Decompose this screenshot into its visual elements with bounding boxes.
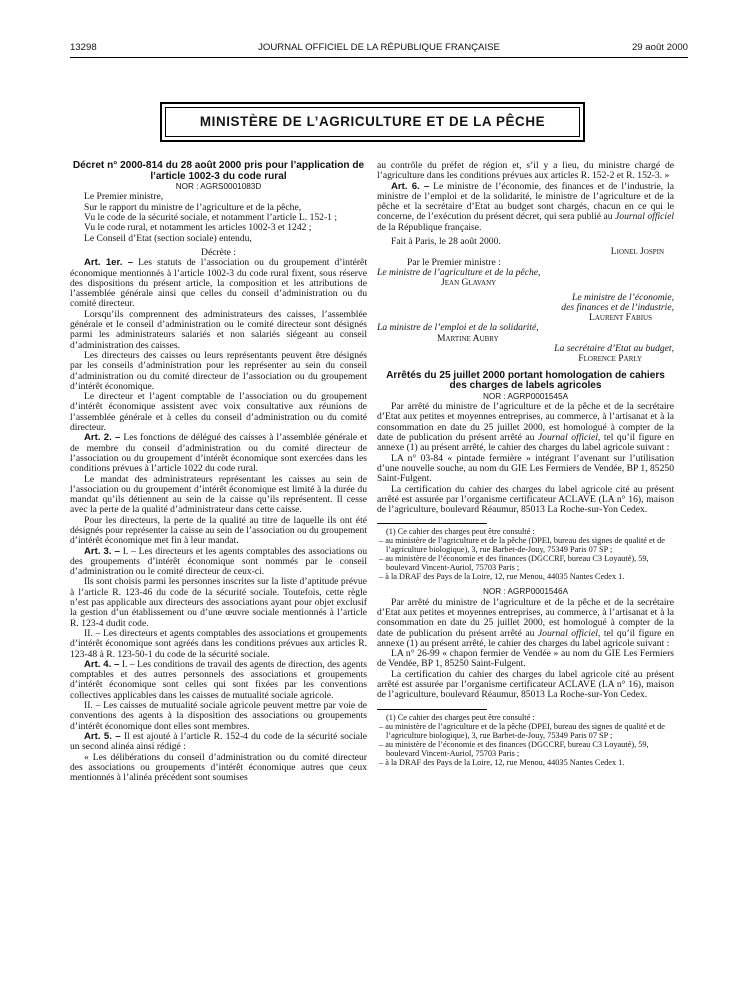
- arrete-paragraph: Par arrêté du ministre de l’agriculture et de la pêche et de la secrétaire d’Etat aux petites et moyennes entreprises, au commerce, à l’artisanat et à la consommation en date du 25 juillet 2000, est homologué à compter de la date de publication du présent arrêté au Journal officiel, tel qu’il figure en annexe (1) au présent arrêté, le cahier des charges du label agricole suivant :: [377, 596, 674, 649]
- preamble-line: Vu le code de la sécurité sociale, et notamment l’article L. 152-1 ;: [84, 212, 338, 224]
- arretes-title: Arrêtés du 25 juillet 2000 portant homologation de cahiers des charges de labels agricoles: [386, 369, 665, 392]
- signatory-name: Martine Aubry: [437, 332, 499, 344]
- article-paragraph: Ils sont choisis parmi les personnes inscrites sur la liste d’aptitude prévue à l’article R. 123-46 du code de la sécurité sociale. Toutefois, cette règle n’est pas applicable aux directeurs des associations ayant pour objet exclusif la gestion d’un établissement ou d’une œuvre sociale mentionnés à l’article R. 123-4 dudit code.: [70, 576, 367, 629]
- article-paragraph: « Les délibérations du conseil d’administration ou du comité directeur des associations ou groupements d’intérêt économique autres que ceux mentionnés à l’alinéa précédent sont soumises: [70, 751, 367, 784]
- footnote: – à la DRAF des Pays de la Loire, 12, rue Menou, 44035 Nantes Cedex 1.: [379, 572, 625, 582]
- article-5-continued: au contrôle du préfet de région et, s’il y a lieu, du ministre chargé de l’agriculture dans les conditions prévues aux articles R. 152-2 et R. 152-3. »: [377, 160, 674, 182]
- signatory-title: La ministre de l’emploi et de la solidarité,: [377, 322, 539, 334]
- signatory-name: Laurent Fabius: [589, 312, 652, 324]
- page-number: 13298: [70, 42, 97, 53]
- article-paragraph: Le directeur et l’agent comptable de l’association ou du groupement d’intérêt économique assistent avec voix consultative aux réunions de l’assemblée générale et à celles du conseil d’administration ou du comité directeur.: [70, 391, 367, 434]
- preamble-line: Le Premier ministre,: [84, 191, 164, 203]
- decree-nor: NOR : AGRS0001083D: [175, 182, 262, 192]
- signatory-title: des finances et de l’industrie,: [561, 301, 674, 313]
- preamble-line: Le Conseil d’Etat (section sociale) entendu,: [84, 232, 252, 244]
- footnote: – au ministère de l’agriculture et de la pêche (DPEI, bureau des signes de qualité et de l’agriculture biologique), 3, rue Barbet-de-Jouy, 75349 Paris 07 SP ;: [379, 536, 665, 555]
- footnote: – au ministère de l’économie et des finances (DGCCRF, bureau C3 Loyauté), 59, boulevard Vincent-Auriol, 75703 Paris ;: [379, 554, 649, 573]
- decrete-line: Décrète :: [201, 246, 236, 258]
- arrete-paragraph: La certification du cahier des charges du label agricole cité au présent arrêté est assurée par l’organisme certificateur ACLAVE (LA n° 16), maison de l’agriculture, boulevard Réaumur, 85013 La Roche-sur-Yon Cedex.: [377, 668, 674, 701]
- footnote: – à la DRAF des Pays de la Loire, 12, rue Menou, 44035 Nantes Cedex 1.: [379, 757, 625, 767]
- preamble-line: Sur le rapport du ministre de l’agriculture et de la pêche,: [84, 201, 302, 213]
- article-label: Art. 6. –: [391, 180, 430, 192]
- footnote: (1) Ce cahier des charges peut être consulté :: [386, 712, 535, 722]
- article-3: Art. 3. – I. – Les directeurs et les agents comptables des associations ou des groupements d’intérêt économique sont nommés par le conseil d’administration ou le comité directeur de ceux-ci.: [70, 545, 367, 578]
- preamble-line: Vu le code rural, et notamment les articles 1002-3 et 1242 ;: [84, 222, 312, 234]
- article-label: Art. 2. –: [84, 432, 121, 444]
- arrete-nor: NOR : AGRP0001546A: [482, 587, 569, 597]
- article-label: Art. 4. –: [84, 658, 120, 670]
- article-paragraph: Le mandat des administrateurs représentant les caisses au sein de l’association ou du groupement d’intérêt économique est limité à la durée du mandat qu’ils détiennent au sein de la caisse qu’ils représentent. Il cesse avec la perte de la qualité d’administrateur dans cette caisse.: [70, 473, 367, 516]
- right-column: [377, 161, 674, 767]
- signatory-name: Lionel Jospin: [610, 246, 664, 258]
- signatory-name: Jean Glavany: [441, 277, 497, 289]
- signature-intro: Par le Premier ministre :: [407, 256, 501, 268]
- signatory-title: Le ministre de l’agriculture et de la pêche,: [377, 266, 541, 278]
- issue-date: 29 août 2000: [631, 42, 688, 53]
- footnote: – au ministère de l’agriculture et de la pêche (DPEI, bureau des signes de qualité et de l’agriculture biologique), 3, rue Barbet-de-Jouy, 75349 Paris 07 SP ;: [379, 721, 665, 740]
- article-paragraph: Lorsqu’ils comprennent des administrateurs des caisses, l’assemblée générale et le conseil d’administration ou le comité directeur sont désignés parmi les administrateurs salariés et non salariés siégeant au conseil d’administration des caisses.: [70, 308, 367, 351]
- footnote-rule: [377, 709, 487, 710]
- signatory-title: Le ministre de l’économie,: [572, 291, 674, 303]
- footnote: – au ministère de l’économie et des finances (DGCCRF, bureau C3 Loyauté), 59, boulevard Vincent-Auriol, 75703 Paris ;: [379, 739, 649, 758]
- article-4: Art. 4. – I. – Les conditions de travail des agents de direction, des agents comptables et des autres personnels des associations et groupements d’intérêt économique sont celles qui sont fixées par les conventions collectives applicables dans les caisses de mutualité sociale agricole.: [70, 658, 367, 701]
- page-header: [70, 40, 688, 58]
- left-column: [70, 161, 367, 783]
- article-label: Art. 3. –: [84, 545, 120, 557]
- article-6: Art. 6. – Le ministre de l’économie, des finances et de l’industrie, la ministre de l’emploi et de la solidarité, le ministre de l’agriculture et de la pêche et la secrétaire d’Etat au budget sont chargés, chacun en ce qui le concerne, de l’exécution du présent décret, qui sera publié au Journal officiel de la République française.: [377, 180, 674, 233]
- article-paragraph: II. – Les caisses de mutualité sociale agricole peuvent mettre par voie de conventions des agents à la disposition des associations ou groupements d’intérêt économique dont elles sont membres.: [70, 700, 367, 732]
- signature-date: Fait à Paris, le 28 août 2000.: [391, 236, 501, 248]
- article-5: Art. 5. – Il est ajouté à l’article R. 152-4 du code de la sécurité sociale un second alinéa ainsi rédigé :: [70, 730, 367, 753]
- decree-title: Décret n° 2000-814 du 28 août 2000 pris pour l’application de l’article 1002-3 du code rural: [72, 160, 365, 182]
- arrete-paragraph: LA n° 03-84 « pintade fermière » intégrant l’avenant sur l’utilisation d’une nouvelle souche, au nom du GIE Les Fermiers de Vendée, BP 1, 85250 Saint-Fulgent.: [377, 452, 674, 485]
- article-paragraph: II. – Les directeurs et agents comptables des associations et groupements d’intérêt économique sont agréés dans les conditions prévues aux articles R. 123-48 à R. 123-50-1 du code de la sécurité sociale.: [70, 627, 367, 660]
- arrete-paragraph: LA n° 26-99 « chapon fermier de Vendée » au nom du GIE Les Fermiers de Vendée, BP 1, 85250 Saint-Fulgent.: [377, 648, 674, 670]
- article-1: Art. 1er. – Les statuts de l’association ou du groupement d’intérêt économique mentionnés à l’article 1002-3 du code rural fixent, sous réserve des dispositions du présent article, la composition et les attributions de l’assemblée générale ainsi que celles du conseil d’administration ou du comité directeur.: [70, 257, 367, 310]
- article-paragraph: Pour les directeurs, la perte de la qualité au titre de laquelle ils ont été désignés pour représenter la caisse au sein de l’association ou du groupement d’intérêt économique met fin à leur mandat.: [70, 514, 367, 547]
- arrete-paragraph: Par arrêté du ministre de l’agriculture et de la pêche et de la secrétaire d’Etat aux petites et moyennes entreprises, au commerce, à l’artisanat et à la consommation en date du 25 juillet 2000, est homologué à compter de la date de publication du présent arrêté au Journal officiel, tel qu’il figure en annexe (1) au présent arrêté, le cahier des charges du label agricole suivant :: [377, 401, 674, 454]
- ministry-heading: MINISTÈRE DE L’AGRICULTURE ET DE LA PÊCHE: [165, 107, 580, 137]
- article-paragraph: Les directeurs des caisses ou leurs représentants peuvent être désignés par les conseils d’administration pour les représenter au sein du conseil d’administration ou du comité directeur de l’association ou du groupement d’intérêt économique.: [70, 349, 367, 392]
- article-label: Art. 5. –: [84, 730, 121, 742]
- signatory-title: La secrétaire d’Etat au budget,: [554, 343, 674, 355]
- arrete-paragraph: La certification du cahier des charges du label agricole cité au présent arrêté est assurée par l’organisme certificateur ACLAVE (LA n° 16), maison de l’agriculture, boulevard Réaumur, 85013 La Roche-sur-Yon Cedex.: [377, 483, 674, 516]
- arrete-nor: NOR : AGRP0001545A: [482, 391, 569, 401]
- footnote-rule: [377, 523, 487, 524]
- footnote: (1) Ce cahier des charges peut être consulté :: [386, 527, 535, 537]
- signatory-name: Florence Parly: [578, 353, 642, 365]
- journal-title: JOURNAL OFFICIEL DE LA RÉPUBLIQUE FRANÇAISE: [258, 42, 500, 53]
- article-2: Art. 2. – Les fonctions de délégué des caisses à l’assemblée générale et de membre du conseil d’administration ou du comité directeur de l’association ou du groupement d’intérêt économique sont exercées dans les conditions prévues à l’article 1022 du code rural.: [70, 432, 367, 475]
- article-label: Art. 1er. –: [84, 257, 134, 269]
